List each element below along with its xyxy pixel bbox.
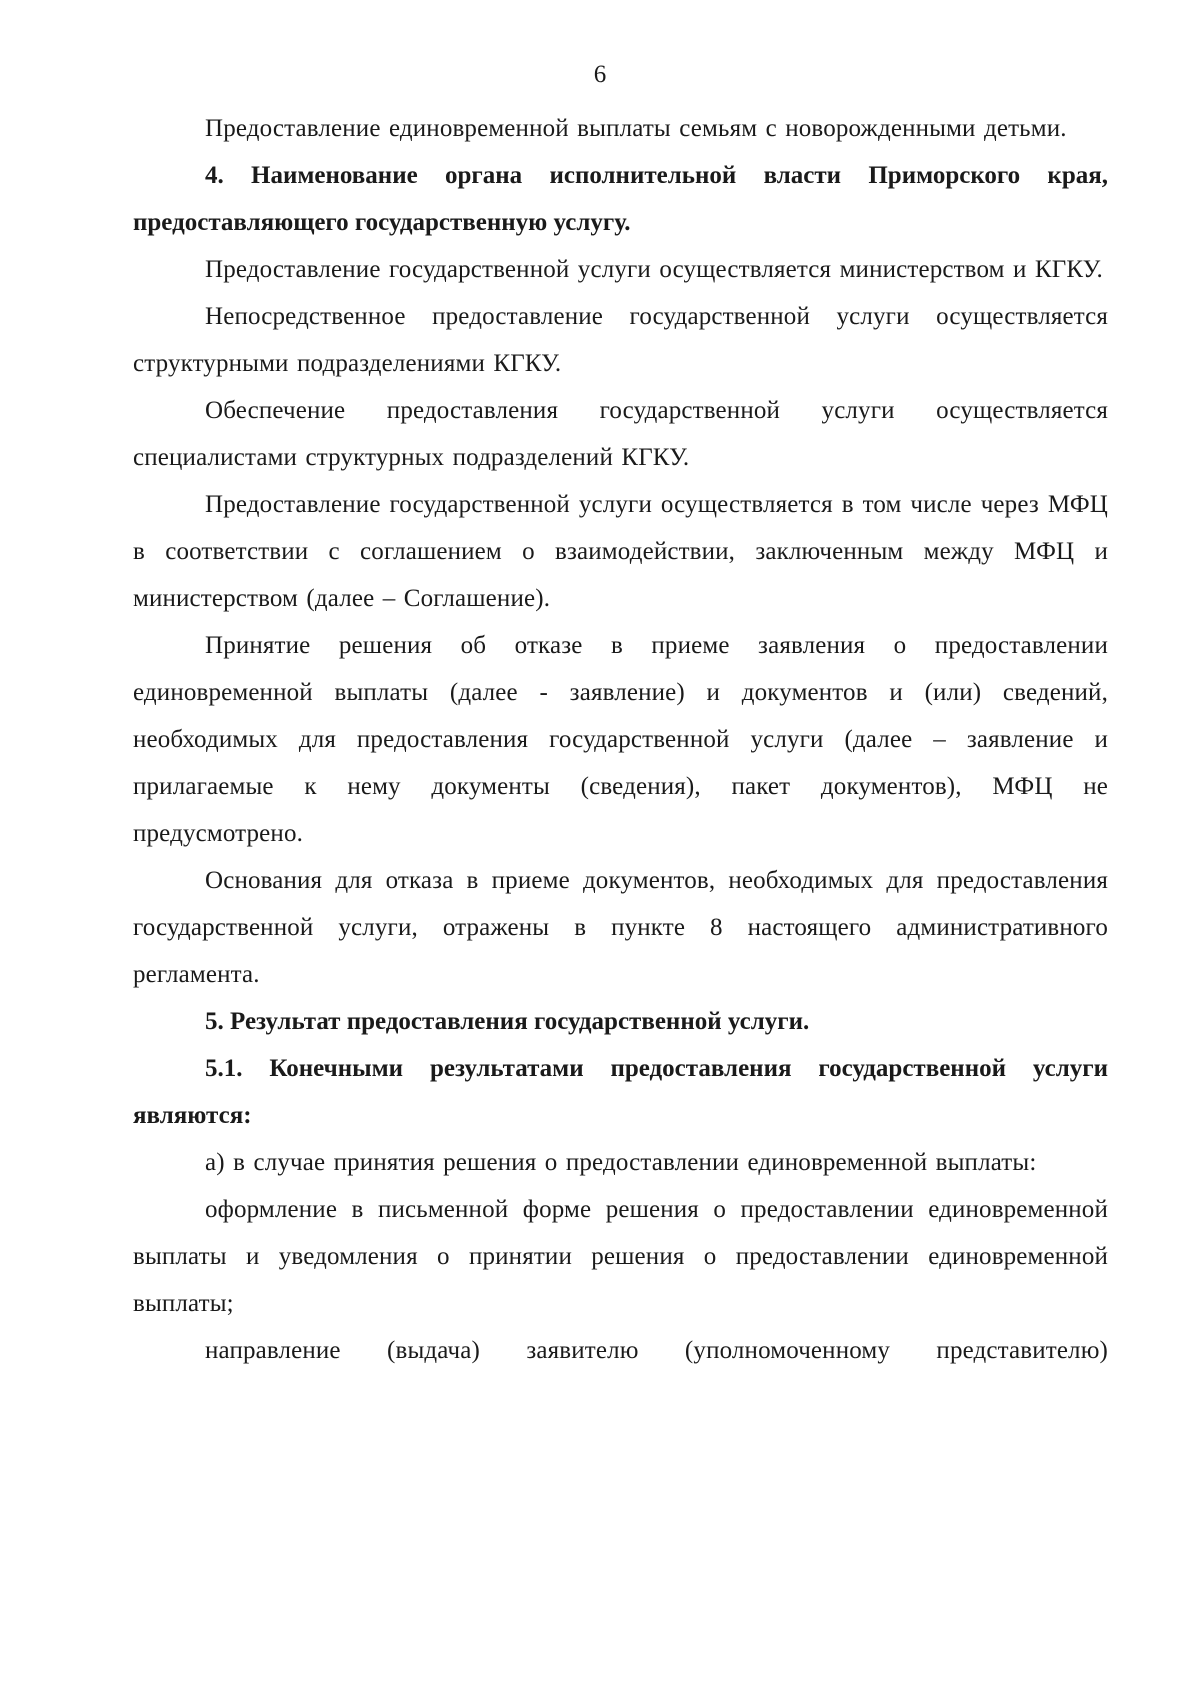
paragraph-ministry-kgku: Предоставление государственной услуги осуществляется министерством и КГКУ. — [205, 256, 1103, 283]
paragraph-delivery: направление (выдача) заявителю (уполномоченному представителю) — [205, 1337, 1108, 1364]
paragraph-written-decision: оформление в письменной форме решения о предоставлении единовременной выплаты и уведомления о принятии решения о предоставлении единовременной выплаты; — [133, 1196, 1108, 1317]
paragraph-refusal-grounds: Основания для отказа в приеме документов, необходимых для предоставления государственной услуги, отражены в пункте 8 настоящего административного регламента. — [133, 867, 1108, 988]
subsection-heading-5-1: 5.1. Конечными результатами предоставления государственной услуги являются: — [133, 1055, 1108, 1129]
paragraph-specialists: Обеспечение предоставления государственной услуги осуществляется специалистами структурных подразделений КГКУ. — [133, 397, 1108, 471]
section-heading-5: 5. Результат предоставления государственной услуги. — [205, 1008, 810, 1035]
document-body — [133, 105, 1108, 1374]
paragraph-direct-provision: Непосредственное предоставление государственной услуги осуществляется структурными подразделениями КГКУ. — [133, 303, 1108, 377]
page-number: 6 — [593, 61, 607, 88]
section-heading-4: 4. Наименование органа исполнительной власти Приморского края, предоставляющего государственную услугу. — [133, 162, 1108, 236]
paragraph-service-name: Предоставление единовременной выплаты семьям с новорожденными детьми. — [205, 115, 1067, 142]
paragraph-refusal-decision: Принятие решения об отказе в приеме заявления о предоставлении единовременной выплаты (далее - заявление) и документов и (или) сведений, необходимых для предоставления государственной услуги (далее – заявление и прилагаемые к нему документы (сведения), пакет документов), МФЦ не предусмотрено. — [133, 632, 1108, 847]
paragraph-mfc-agreement: Предоставление государственной услуги осуществляется в том числе через МФЦ в соответствии с соглашением о взаимодействии, заключенным между МФЦ и министерством (далее – Соглашение). — [133, 491, 1108, 612]
paragraph-case-a: а) в случае принятия решения о предоставлении единовременной выплаты: — [205, 1149, 1037, 1176]
